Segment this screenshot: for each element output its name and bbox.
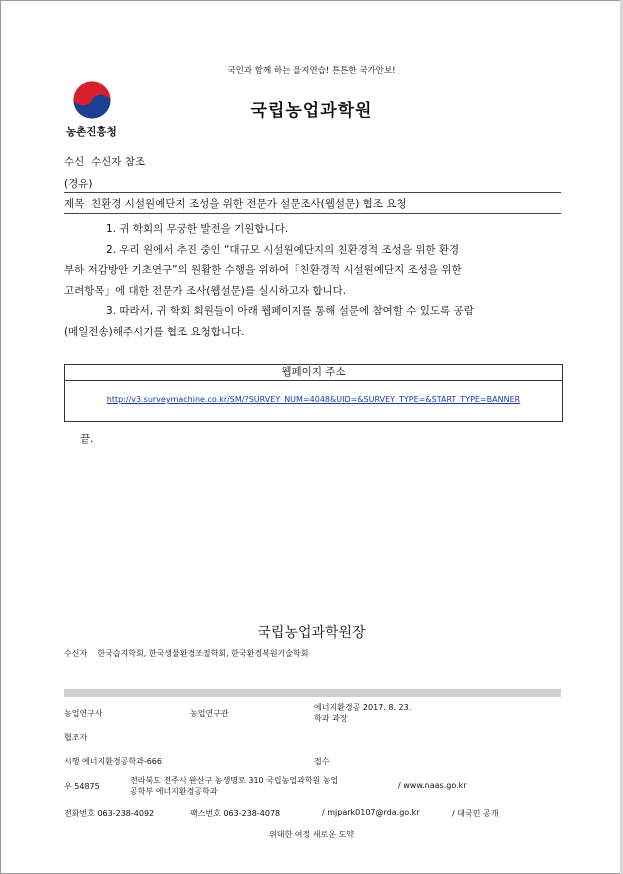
body-text xyxy=(64,219,561,342)
subject-value: 친환경 시설원예단지 조성을 위한 전문가 설문조사(웹설문) 협조 요청 xyxy=(90,198,407,210)
approver-line-2: 학과 과장 xyxy=(314,714,348,723)
subject-line xyxy=(64,196,407,211)
subject-bottom-rule xyxy=(64,213,561,214)
signature: 국립농업과학원장 xyxy=(257,625,366,641)
recipients-footer xyxy=(64,648,308,659)
recipient-label: 수신 xyxy=(64,156,85,168)
recipients-footer-label: 수신자 xyxy=(64,649,88,658)
website: / www.naas.go.kr xyxy=(398,781,467,790)
approver-line-1: 에너지환경공 2017. 8. 23. xyxy=(314,703,412,712)
subject-top-rule xyxy=(64,192,561,193)
body-paragraph-1: 1. 귀 학회의 무궁한 발전을 기원합니다. xyxy=(106,223,289,235)
body-paragraph-2-line-2: 부하 저감방안 기초연구”의 원활한 수행을 위하여「친환경적 시설원예단지 조성을 위한 xyxy=(64,264,462,276)
researcher-label: 농업연구사 xyxy=(64,709,103,718)
body-paragraph-3-line-1: 3. 따라서, 귀 학회 회원들이 아래 웹페이지를 통해 설문에 참여할 수 있도록 공람 xyxy=(106,305,474,317)
cooperator-label: 협조자 xyxy=(64,733,88,742)
motto: 위대한 여정 새로운 도약 xyxy=(269,830,354,839)
enforce-number: 시행 에너지환경공학과-666 xyxy=(64,757,162,766)
phone-number: 전화번호 063-238-4092 xyxy=(64,809,155,818)
subject-label: 제목 xyxy=(64,198,85,210)
receipt-label: 접수 xyxy=(314,757,330,766)
via-line: (경유) xyxy=(64,178,93,190)
body-paragraph-3-line-2: (메일전송)해주시기를 협조 요청합니다. xyxy=(64,325,245,338)
body-paragraph-2-line-3: 고려항목」에 대한 전문가 조사(웹설문)를 실시하고자 합니다. xyxy=(64,284,347,297)
recipients-footer-value: 한국습지학회, 한국생물환경조절학회, 한국환경복원기술학회 xyxy=(97,649,309,658)
officer-label: 농업연구관 xyxy=(190,709,229,718)
recipient-line xyxy=(64,154,145,169)
disclosure-status: / 대국민 공개 xyxy=(452,809,499,818)
footer-divider-bar xyxy=(64,689,561,697)
body-paragraph-2-line-1: 2. 우리 원에서 추진 중인 “대규모 시설원예단지의 친환경적 조성을 위한 환경 xyxy=(106,243,460,256)
agency-logo-label: 농촌진흥청 xyxy=(66,126,117,138)
recipient-value: 수신자 참조 xyxy=(90,156,146,168)
survey-link[interactable]: http://v3.surveymachine.co.kr/SM/?SURVEY_NUM=4048&UID=&SURVEY_TYPE=&START_TYPE=BANNER xyxy=(106,395,521,404)
webpage-table-header: 웹페이지 주소 xyxy=(65,365,562,381)
end-mark: 끝. xyxy=(80,433,94,445)
postal-code: 우 54875 xyxy=(64,782,100,791)
address-line-1: 전라북도 전주시 완산구 농생명로 310 국립농업과학원 농업 xyxy=(130,776,339,785)
slogan: 국민과 함께 하는 을지연습! 튼튼한 국가안보! xyxy=(227,66,396,76)
org-title: 국립농업과학원 xyxy=(250,101,373,121)
email-address: / mjpark0107@rda.go.kr xyxy=(322,808,420,817)
fax-number: 팩스번호 063-238-4078 xyxy=(190,809,281,818)
address-line-2: 공학부 에너지환경공학과 xyxy=(130,787,218,796)
webpage-table xyxy=(64,364,563,422)
